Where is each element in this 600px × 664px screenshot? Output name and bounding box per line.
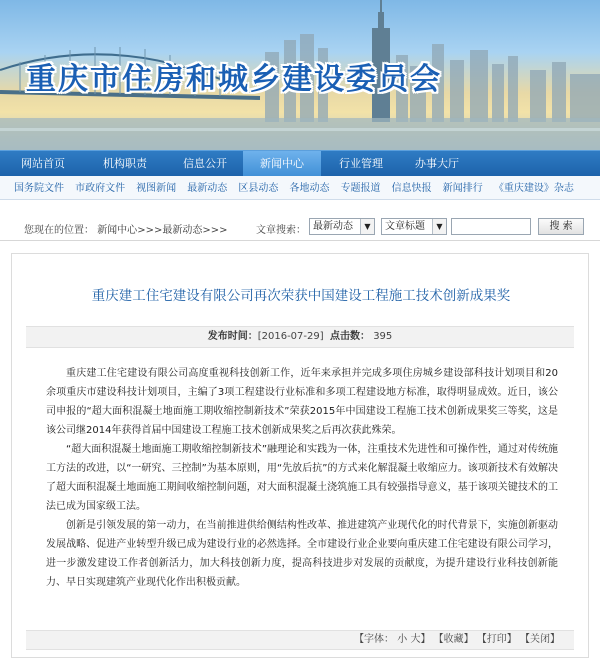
sub-nav-bulletin[interactable]: 信息快报 xyxy=(391,183,432,194)
font-small-button[interactable]: 小 xyxy=(397,634,408,645)
sub-nav-state-council[interactable]: 国务院文件 xyxy=(14,183,64,194)
nav-item-services[interactable]: 办事大厅 xyxy=(415,157,459,170)
clicks-label: 点击数： xyxy=(330,331,370,342)
category-select[interactable] xyxy=(309,218,375,235)
favorite-button[interactable]: 【收藏】 xyxy=(433,634,474,645)
chevron-down-icon: ▼ xyxy=(360,219,374,234)
main-nav xyxy=(0,150,600,176)
sub-nav-magazine[interactable]: 《重庆建设》杂志 xyxy=(493,183,574,194)
search-label: 文章搜索： xyxy=(256,225,306,236)
nav-item-duties[interactable]: 机构职责 xyxy=(103,157,147,170)
nav-item-disclosure[interactable]: 信息公开 xyxy=(183,157,227,170)
font-size-label: 【字体： xyxy=(354,634,395,645)
publish-date: [2016-07-29] xyxy=(257,331,324,342)
location-search-bar xyxy=(0,215,600,241)
article-paragraph: “超大面积混凝土地面施工期收缩控制新技术”融理论和实践为一体，注重技术先进性和可操作性，通过对传统施工方法的改进，以“一研究、三控制”为基本原则，用“先放后抗”的方式来化解混凝土收缩应力。该项新技术有效解决了超大面积混凝土地面施工期间收缩控制问题，对大面积混凝土浇筑施工具有较强指导意义，基于该项关键技术的工法已成为国家级工法。 xyxy=(46,444,558,512)
nav-item-home[interactable]: 网站首页 xyxy=(21,157,65,170)
site-title: 重庆市住房和城乡建设委员会 xyxy=(26,62,442,97)
search-button[interactable]: 搜 索 xyxy=(538,218,584,235)
breadcrumb-separator: >>> xyxy=(137,225,163,236)
sub-nav-latest[interactable]: 最新动态 xyxy=(187,183,228,194)
sub-nav-ranking[interactable]: 新闻排行 xyxy=(442,183,483,194)
font-large-button[interactable]: 大 xyxy=(410,634,421,645)
article-tools xyxy=(26,630,574,650)
breadcrumb-label: 您现在的位置： xyxy=(24,225,94,236)
article-meta xyxy=(26,326,574,348)
print-button[interactable]: 【打印】 xyxy=(476,634,517,645)
article-body xyxy=(46,364,558,592)
breadcrumb-news-center[interactable]: 新闻中心 xyxy=(97,225,138,236)
sub-nav xyxy=(0,176,600,200)
close-button[interactable]: 【关闭】 xyxy=(520,634,560,645)
publish-label: 发布时间： xyxy=(207,331,258,342)
category-select-value: 最新动态 xyxy=(313,221,353,232)
breadcrumb-tail: >>> xyxy=(202,225,228,236)
article-paragraph: 重庆建工住宅建设有限公司高度重视科技创新工作，近年来承担并完成多项住房城乡建设部科技计划项目和20余项重庆市建设科技计划项目，主编了3项工程建设行业标准和多项工程建设地方标准，取得明显成效。近日，该公司申报的“超大面积混凝土地面施工期收缩控制新技术”荣获2015年中国建设工程施工技术创新成果奖三等奖，这是该公司继2014年获得首届中国建设工程施工技术创新成果奖之后再次获此殊荣。 xyxy=(46,368,558,436)
field-select[interactable] xyxy=(381,218,447,235)
sub-nav-special[interactable]: 专题报道 xyxy=(340,183,381,194)
article-paragraph: 创新是引领发展的第一动力，在当前推进供给侧结构性改革、推进建筑产业现代化的时代背景下，实施创新驱动发展战略、促进产业转型升级已成为建设行业的必然选择。全市建设行业企业要向重庆建工住宅建设有限公司学习，进一步激发建设工作者创新活力，加大科技创新力度，提高科技进步对发展的贡献度，为提升建设行业科技创新能力、早日实现建筑产业现代化作出积极贡献。 xyxy=(46,520,558,588)
nav-item-news[interactable]: 新闻中心 xyxy=(243,151,321,177)
header-banner xyxy=(0,0,600,150)
nav-item-industry[interactable]: 行业管理 xyxy=(339,157,383,170)
click-count: 395 xyxy=(373,331,393,342)
field-select-value: 文章标题 xyxy=(385,221,425,232)
article-title: 重庆建工住宅建设有限公司再次荣获中国建设工程施工技术创新成果奖 xyxy=(91,288,511,304)
sub-nav-video-news[interactable]: 视图新闻 xyxy=(136,183,177,194)
sub-nav-regions[interactable]: 各地动态 xyxy=(289,183,330,194)
breadcrumb xyxy=(24,221,227,236)
font-size-end: 】 xyxy=(420,634,431,645)
breadcrumb-latest[interactable]: 最新动态 xyxy=(162,225,203,236)
search-input[interactable] xyxy=(451,218,531,235)
article-panel xyxy=(11,253,589,658)
chevron-down-icon: ▼ xyxy=(432,219,446,234)
sub-nav-district[interactable]: 区县动态 xyxy=(238,183,279,194)
sub-nav-city-gov[interactable]: 市政府文件 xyxy=(75,183,126,194)
